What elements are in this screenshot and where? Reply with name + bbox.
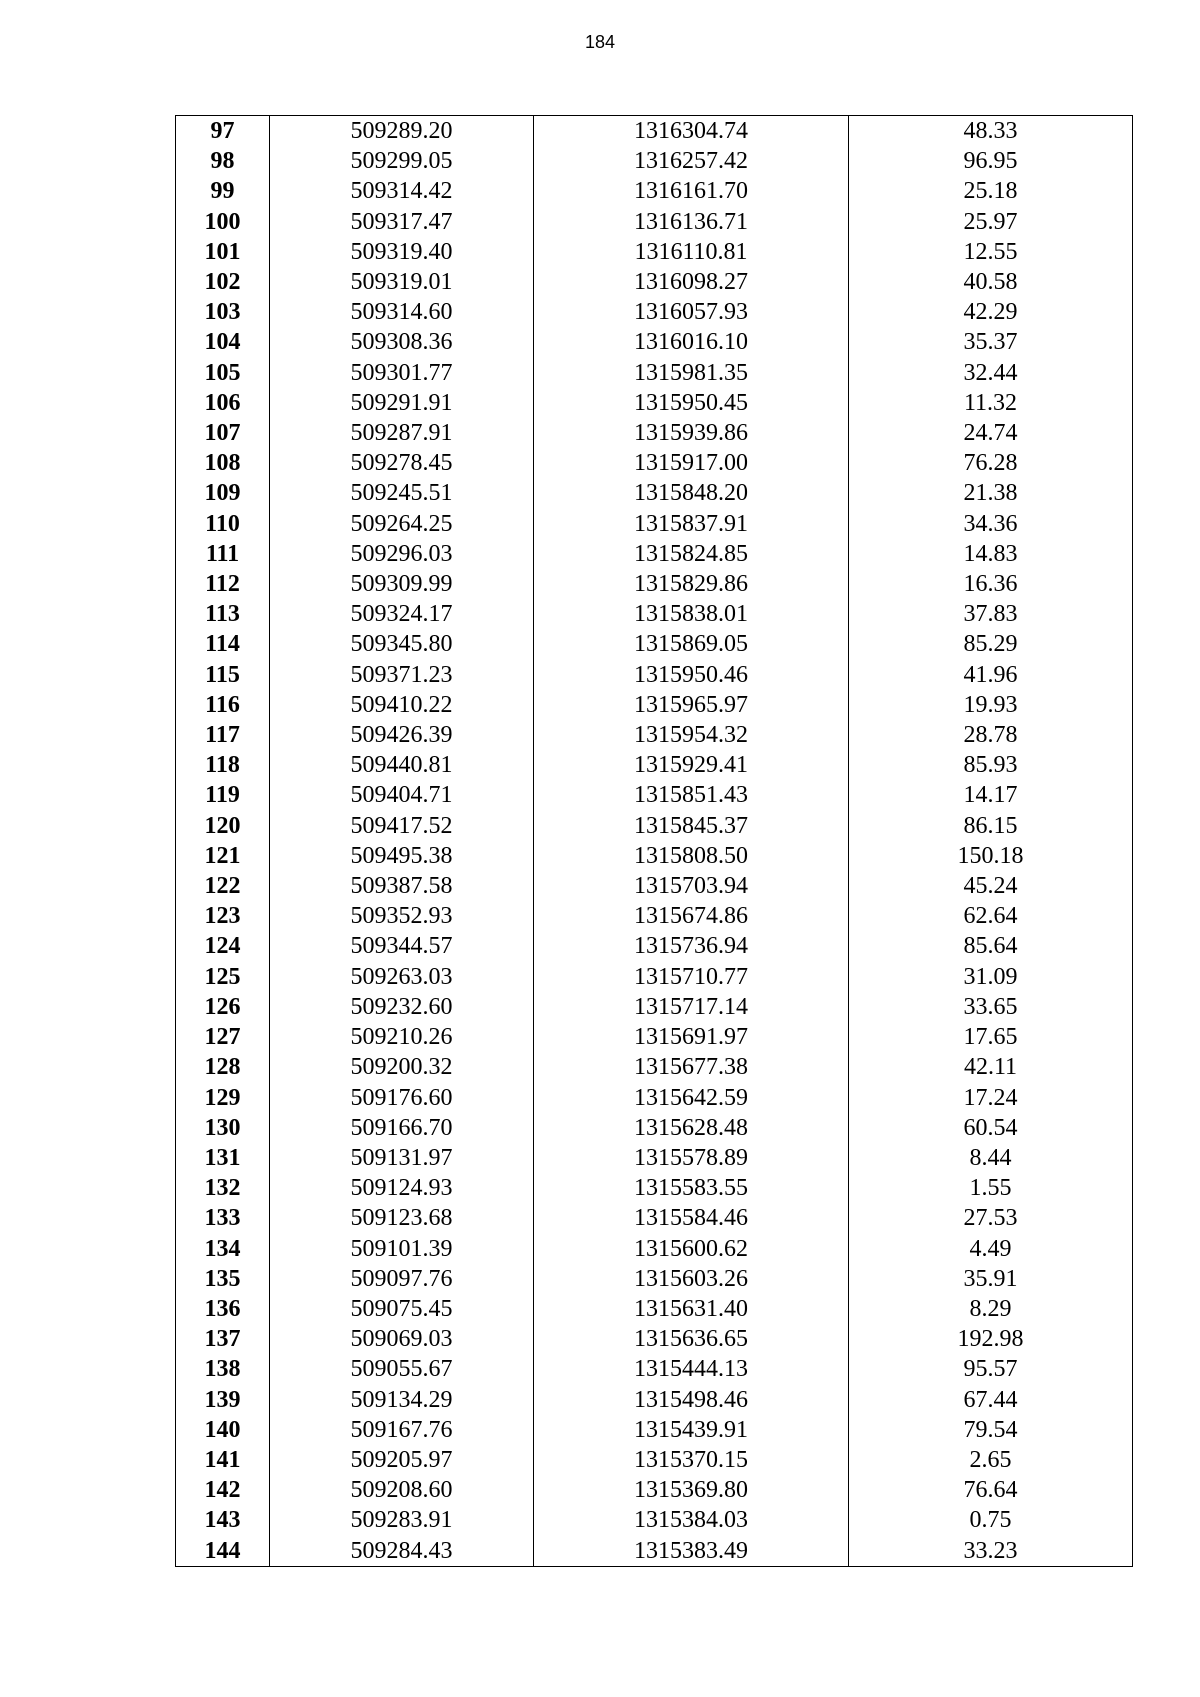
point-number-cell: 132 xyxy=(176,1173,270,1203)
x-coordinate-cell: 509205.97 xyxy=(270,1445,534,1475)
distance-cell: 48.33 xyxy=(849,116,1133,147)
coordinates-table xyxy=(175,115,1133,1567)
x-coordinate-cell: 509210.26 xyxy=(270,1022,534,1052)
table-row xyxy=(176,1324,1133,1354)
x-coordinate-cell: 509278.45 xyxy=(270,448,534,478)
point-number-cell: 125 xyxy=(176,962,270,992)
y-coordinate-cell: 1316110.81 xyxy=(534,237,849,267)
table-row xyxy=(176,116,1133,147)
table-row xyxy=(176,297,1133,327)
point-number-cell: 129 xyxy=(176,1083,270,1113)
point-number-cell: 143 xyxy=(176,1505,270,1535)
point-number-cell: 120 xyxy=(176,811,270,841)
distance-cell: 34.36 xyxy=(849,509,1133,539)
y-coordinate-cell: 1315939.86 xyxy=(534,418,849,448)
y-coordinate-cell: 1315603.26 xyxy=(534,1264,849,1294)
x-coordinate-cell: 509263.03 xyxy=(270,962,534,992)
point-number-cell: 112 xyxy=(176,569,270,599)
point-number-cell: 137 xyxy=(176,1324,270,1354)
table-row xyxy=(176,267,1133,297)
y-coordinate-cell: 1316098.27 xyxy=(534,267,849,297)
table-row xyxy=(176,569,1133,599)
x-coordinate-cell: 509495.38 xyxy=(270,841,534,871)
point-number-cell: 100 xyxy=(176,207,270,237)
coordinates-table-body xyxy=(176,116,1133,1567)
distance-cell: 95.57 xyxy=(849,1354,1133,1384)
table-row xyxy=(176,720,1133,750)
point-number-cell: 124 xyxy=(176,931,270,961)
table-row xyxy=(176,690,1133,720)
table-row xyxy=(176,1083,1133,1113)
y-coordinate-cell: 1315929.41 xyxy=(534,750,849,780)
x-coordinate-cell: 509289.20 xyxy=(270,116,534,147)
point-number-cell: 142 xyxy=(176,1475,270,1505)
table-row xyxy=(176,539,1133,569)
distance-cell: 32.44 xyxy=(849,358,1133,388)
point-number-cell: 103 xyxy=(176,297,270,327)
table-row xyxy=(176,780,1133,810)
point-number-cell: 106 xyxy=(176,388,270,418)
distance-cell: 25.97 xyxy=(849,207,1133,237)
table-row xyxy=(176,1022,1133,1052)
x-coordinate-cell: 509352.93 xyxy=(270,901,534,931)
distance-cell: 33.23 xyxy=(849,1536,1133,1567)
x-coordinate-cell: 509299.05 xyxy=(270,146,534,176)
table-row xyxy=(176,327,1133,357)
distance-cell: 41.96 xyxy=(849,660,1133,690)
distance-cell: 86.15 xyxy=(849,811,1133,841)
table-row xyxy=(176,1294,1133,1324)
y-coordinate-cell: 1315869.05 xyxy=(534,629,849,659)
y-coordinate-cell: 1315838.01 xyxy=(534,599,849,629)
x-coordinate-cell: 509314.60 xyxy=(270,297,534,327)
distance-cell: 60.54 xyxy=(849,1113,1133,1143)
distance-cell: 37.83 xyxy=(849,599,1133,629)
y-coordinate-cell: 1315383.49 xyxy=(534,1536,849,1567)
distance-cell: 45.24 xyxy=(849,871,1133,901)
x-coordinate-cell: 509309.99 xyxy=(270,569,534,599)
y-coordinate-cell: 1315808.50 xyxy=(534,841,849,871)
x-coordinate-cell: 509426.39 xyxy=(270,720,534,750)
distance-cell: 14.83 xyxy=(849,539,1133,569)
table-row xyxy=(176,871,1133,901)
table-row xyxy=(176,388,1133,418)
point-number-cell: 123 xyxy=(176,901,270,931)
y-coordinate-cell: 1315950.45 xyxy=(534,388,849,418)
distance-cell: 2.65 xyxy=(849,1445,1133,1475)
distance-cell: 85.64 xyxy=(849,931,1133,961)
point-number-cell: 121 xyxy=(176,841,270,871)
y-coordinate-cell: 1315848.20 xyxy=(534,478,849,508)
point-number-cell: 115 xyxy=(176,660,270,690)
distance-cell: 12.55 xyxy=(849,237,1133,267)
distance-cell: 4.49 xyxy=(849,1234,1133,1264)
x-coordinate-cell: 509069.03 xyxy=(270,1324,534,1354)
y-coordinate-cell: 1315636.65 xyxy=(534,1324,849,1354)
point-number-cell: 99 xyxy=(176,176,270,206)
distance-cell: 14.17 xyxy=(849,780,1133,810)
x-coordinate-cell: 509319.40 xyxy=(270,237,534,267)
table-row xyxy=(176,1475,1133,1505)
table-row xyxy=(176,448,1133,478)
y-coordinate-cell: 1315384.03 xyxy=(534,1505,849,1535)
x-coordinate-cell: 509371.23 xyxy=(270,660,534,690)
y-coordinate-cell: 1315845.37 xyxy=(534,811,849,841)
table-row xyxy=(176,176,1133,206)
point-number-cell: 131 xyxy=(176,1143,270,1173)
y-coordinate-cell: 1315703.94 xyxy=(534,871,849,901)
distance-cell: 96.95 xyxy=(849,146,1133,176)
x-coordinate-cell: 509167.76 xyxy=(270,1415,534,1445)
y-coordinate-cell: 1315370.15 xyxy=(534,1445,849,1475)
distance-cell: 35.37 xyxy=(849,327,1133,357)
point-number-cell: 98 xyxy=(176,146,270,176)
x-coordinate-cell: 509404.71 xyxy=(270,780,534,810)
table-row xyxy=(176,358,1133,388)
point-number-cell: 139 xyxy=(176,1385,270,1415)
table-row xyxy=(176,478,1133,508)
y-coordinate-cell: 1315583.55 xyxy=(534,1173,849,1203)
point-number-cell: 97 xyxy=(176,116,270,147)
distance-cell: 62.64 xyxy=(849,901,1133,931)
point-number-cell: 141 xyxy=(176,1445,270,1475)
x-coordinate-cell: 509410.22 xyxy=(270,690,534,720)
table-row xyxy=(176,1173,1133,1203)
table-row xyxy=(176,1415,1133,1445)
point-number-cell: 138 xyxy=(176,1354,270,1384)
distance-cell: 27.53 xyxy=(849,1203,1133,1233)
y-coordinate-cell: 1315600.62 xyxy=(534,1234,849,1264)
distance-cell: 67.44 xyxy=(849,1385,1133,1415)
point-number-cell: 101 xyxy=(176,237,270,267)
point-number-cell: 133 xyxy=(176,1203,270,1233)
point-number-cell: 110 xyxy=(176,509,270,539)
table-row xyxy=(176,146,1133,176)
y-coordinate-cell: 1315717.14 xyxy=(534,992,849,1022)
table-row xyxy=(176,1536,1133,1567)
point-number-cell: 107 xyxy=(176,418,270,448)
table-row xyxy=(176,1234,1133,1264)
x-coordinate-cell: 509284.43 xyxy=(270,1536,534,1567)
x-coordinate-cell: 509314.42 xyxy=(270,176,534,206)
table-row xyxy=(176,1052,1133,1082)
x-coordinate-cell: 509245.51 xyxy=(270,478,534,508)
distance-cell: 11.32 xyxy=(849,388,1133,418)
y-coordinate-cell: 1315917.00 xyxy=(534,448,849,478)
distance-cell: 76.64 xyxy=(849,1475,1133,1505)
point-number-cell: 128 xyxy=(176,1052,270,1082)
point-number-cell: 105 xyxy=(176,358,270,388)
y-coordinate-cell: 1315642.59 xyxy=(534,1083,849,1113)
point-number-cell: 127 xyxy=(176,1022,270,1052)
table-row xyxy=(176,1385,1133,1415)
y-coordinate-cell: 1316016.10 xyxy=(534,327,849,357)
point-number-cell: 113 xyxy=(176,599,270,629)
point-number-cell: 114 xyxy=(176,629,270,659)
y-coordinate-cell: 1315837.91 xyxy=(534,509,849,539)
x-coordinate-cell: 509317.47 xyxy=(270,207,534,237)
y-coordinate-cell: 1315736.94 xyxy=(534,931,849,961)
x-coordinate-cell: 509101.39 xyxy=(270,1234,534,1264)
distance-cell: 33.65 xyxy=(849,992,1133,1022)
y-coordinate-cell: 1315578.89 xyxy=(534,1143,849,1173)
x-coordinate-cell: 509124.93 xyxy=(270,1173,534,1203)
point-number-cell: 117 xyxy=(176,720,270,750)
table-row xyxy=(176,509,1133,539)
distance-cell: 192.98 xyxy=(849,1324,1133,1354)
x-coordinate-cell: 509232.60 xyxy=(270,992,534,1022)
distance-cell: 1.55 xyxy=(849,1173,1133,1203)
point-number-cell: 108 xyxy=(176,448,270,478)
table-row xyxy=(176,1203,1133,1233)
y-coordinate-cell: 1315584.46 xyxy=(534,1203,849,1233)
table-row xyxy=(176,931,1133,961)
y-coordinate-cell: 1315829.86 xyxy=(534,569,849,599)
distance-cell: 76.28 xyxy=(849,448,1133,478)
y-coordinate-cell: 1316057.93 xyxy=(534,297,849,327)
y-coordinate-cell: 1315981.35 xyxy=(534,358,849,388)
y-coordinate-cell: 1315710.77 xyxy=(534,962,849,992)
y-coordinate-cell: 1315628.48 xyxy=(534,1113,849,1143)
y-coordinate-cell: 1316304.74 xyxy=(534,116,849,147)
distance-cell: 85.93 xyxy=(849,750,1133,780)
distance-cell: 8.29 xyxy=(849,1294,1133,1324)
y-coordinate-cell: 1316257.42 xyxy=(534,146,849,176)
point-number-cell: 135 xyxy=(176,1264,270,1294)
point-number-cell: 111 xyxy=(176,539,270,569)
y-coordinate-cell: 1315444.13 xyxy=(534,1354,849,1384)
point-number-cell: 126 xyxy=(176,992,270,1022)
y-coordinate-cell: 1315439.91 xyxy=(534,1415,849,1445)
table-row xyxy=(176,841,1133,871)
table-row xyxy=(176,1505,1133,1535)
x-coordinate-cell: 509097.76 xyxy=(270,1264,534,1294)
table-row xyxy=(176,750,1133,780)
table-row xyxy=(176,992,1133,1022)
distance-cell: 31.09 xyxy=(849,962,1133,992)
point-number-cell: 122 xyxy=(176,871,270,901)
table-row xyxy=(176,1113,1133,1143)
point-number-cell: 118 xyxy=(176,750,270,780)
distance-cell: 40.58 xyxy=(849,267,1133,297)
distance-cell: 35.91 xyxy=(849,1264,1133,1294)
x-coordinate-cell: 509308.36 xyxy=(270,327,534,357)
table-row xyxy=(176,1264,1133,1294)
distance-cell: 42.29 xyxy=(849,297,1133,327)
x-coordinate-cell: 509324.17 xyxy=(270,599,534,629)
distance-cell: 42.11 xyxy=(849,1052,1133,1082)
x-coordinate-cell: 509344.57 xyxy=(270,931,534,961)
point-number-cell: 134 xyxy=(176,1234,270,1264)
x-coordinate-cell: 509301.77 xyxy=(270,358,534,388)
x-coordinate-cell: 509200.32 xyxy=(270,1052,534,1082)
table-row xyxy=(176,237,1133,267)
x-coordinate-cell: 509075.45 xyxy=(270,1294,534,1324)
point-number-cell: 140 xyxy=(176,1415,270,1445)
distance-cell: 0.75 xyxy=(849,1505,1133,1535)
table-row xyxy=(176,1354,1133,1384)
x-coordinate-cell: 509287.91 xyxy=(270,418,534,448)
distance-cell: 79.54 xyxy=(849,1415,1133,1445)
y-coordinate-cell: 1315965.97 xyxy=(534,690,849,720)
point-number-cell: 136 xyxy=(176,1294,270,1324)
x-coordinate-cell: 509291.91 xyxy=(270,388,534,418)
point-number-cell: 116 xyxy=(176,690,270,720)
table-row xyxy=(176,207,1133,237)
y-coordinate-cell: 1315824.85 xyxy=(534,539,849,569)
x-coordinate-cell: 509208.60 xyxy=(270,1475,534,1505)
x-coordinate-cell: 509296.03 xyxy=(270,539,534,569)
x-coordinate-cell: 509166.70 xyxy=(270,1113,534,1143)
x-coordinate-cell: 509176.60 xyxy=(270,1083,534,1113)
x-coordinate-cell: 509345.80 xyxy=(270,629,534,659)
distance-cell: 85.29 xyxy=(849,629,1133,659)
y-coordinate-cell: 1315954.32 xyxy=(534,720,849,750)
distance-cell: 150.18 xyxy=(849,841,1133,871)
table-row xyxy=(176,1143,1133,1173)
point-number-cell: 102 xyxy=(176,267,270,297)
distance-cell: 21.38 xyxy=(849,478,1133,508)
page-number: 184 xyxy=(584,32,616,52)
table-row xyxy=(176,599,1133,629)
y-coordinate-cell: 1315369.80 xyxy=(534,1475,849,1505)
point-number-cell: 119 xyxy=(176,780,270,810)
table-row xyxy=(176,962,1133,992)
x-coordinate-cell: 509264.25 xyxy=(270,509,534,539)
table-row xyxy=(176,1445,1133,1475)
y-coordinate-cell: 1315674.86 xyxy=(534,901,849,931)
x-coordinate-cell: 509283.91 xyxy=(270,1505,534,1535)
point-number-cell: 144 xyxy=(176,1536,270,1567)
table-row xyxy=(176,629,1133,659)
distance-cell: 16.36 xyxy=(849,569,1133,599)
x-coordinate-cell: 509387.58 xyxy=(270,871,534,901)
table-row xyxy=(176,901,1133,931)
y-coordinate-cell: 1316161.70 xyxy=(534,176,849,206)
y-coordinate-cell: 1315677.38 xyxy=(534,1052,849,1082)
x-coordinate-cell: 509123.68 xyxy=(270,1203,534,1233)
y-coordinate-cell: 1315498.46 xyxy=(534,1385,849,1415)
point-number-cell: 104 xyxy=(176,327,270,357)
y-coordinate-cell: 1315631.40 xyxy=(534,1294,849,1324)
distance-cell: 8.44 xyxy=(849,1143,1133,1173)
y-coordinate-cell: 1315851.43 xyxy=(534,780,849,810)
table-row xyxy=(176,811,1133,841)
distance-cell: 28.78 xyxy=(849,720,1133,750)
x-coordinate-cell: 509417.52 xyxy=(270,811,534,841)
x-coordinate-cell: 509440.81 xyxy=(270,750,534,780)
point-number-cell: 109 xyxy=(176,478,270,508)
distance-cell: 17.24 xyxy=(849,1083,1133,1113)
x-coordinate-cell: 509131.97 xyxy=(270,1143,534,1173)
x-coordinate-cell: 509055.67 xyxy=(270,1354,534,1384)
y-coordinate-cell: 1315691.97 xyxy=(534,1022,849,1052)
x-coordinate-cell: 509319.01 xyxy=(270,267,534,297)
point-number-cell: 130 xyxy=(176,1113,270,1143)
distance-cell: 17.65 xyxy=(849,1022,1133,1052)
x-coordinate-cell: 509134.29 xyxy=(270,1385,534,1415)
table-row xyxy=(176,418,1133,448)
table-row xyxy=(176,660,1133,690)
distance-cell: 25.18 xyxy=(849,176,1133,206)
distance-cell: 19.93 xyxy=(849,690,1133,720)
distance-cell: 24.74 xyxy=(849,418,1133,448)
y-coordinate-cell: 1315950.46 xyxy=(534,660,849,690)
y-coordinate-cell: 1316136.71 xyxy=(534,207,849,237)
